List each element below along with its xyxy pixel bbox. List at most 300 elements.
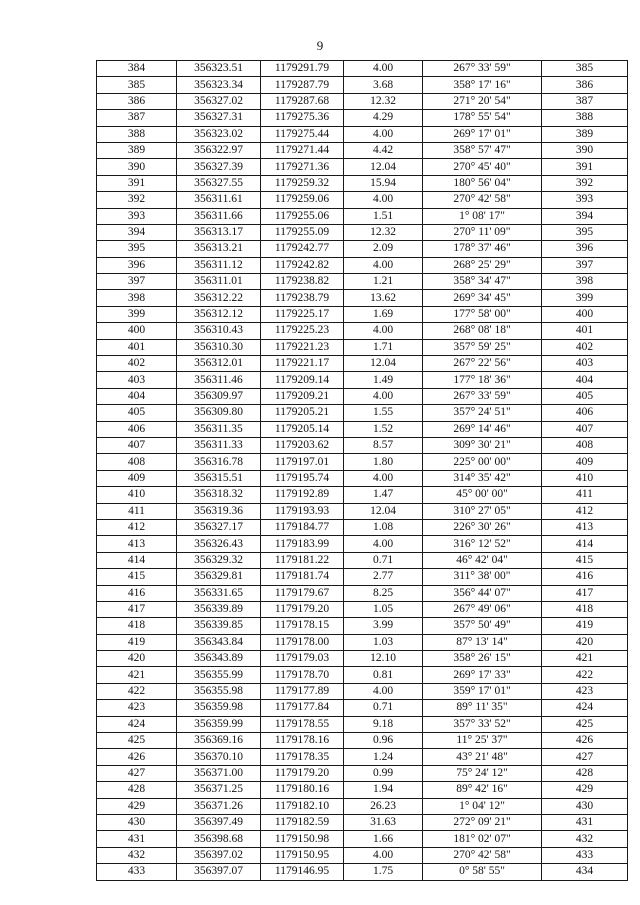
table-cell-next-point: 418: [542, 601, 628, 617]
table-cell-x: 356359.99: [177, 716, 261, 732]
table-cell-bearing: 1° 04' 12": [423, 798, 542, 814]
table-cell-next-point: 389: [542, 126, 628, 142]
table-row: [97, 667, 628, 683]
table-cell-next-point: 424: [542, 700, 628, 716]
table-cell-point: 414: [97, 552, 177, 568]
table-cell-x: 356323.02: [177, 126, 261, 142]
table-cell-x: 356355.99: [177, 667, 261, 683]
table-cell-x: 356371.00: [177, 765, 261, 781]
table-cell-distance: 12.04: [344, 159, 423, 175]
table-cell-point: 411: [97, 503, 177, 519]
table-cell-x: 356370.10: [177, 749, 261, 765]
table-cell-distance: 4.00: [344, 470, 423, 486]
table-row: [97, 77, 628, 93]
table-row: [97, 454, 628, 470]
table-cell-point: 415: [97, 569, 177, 585]
table-cell-next-point: 407: [542, 421, 628, 437]
table-cell-next-point: 432: [542, 831, 628, 847]
table-cell-point: 407: [97, 437, 177, 453]
table-row: [97, 798, 628, 814]
table-cell-point: 399: [97, 306, 177, 322]
table-cell-point: 420: [97, 651, 177, 667]
table-cell-bearing: 358° 57' 47": [423, 142, 542, 158]
table-cell-next-point: 397: [542, 257, 628, 273]
page-number: 9: [316, 38, 324, 53]
table-cell-y: 1179178.00: [261, 634, 344, 650]
table-cell-y: 1179179.20: [261, 601, 344, 617]
table-cell-distance: 4.00: [344, 683, 423, 699]
table-cell-bearing: 270° 42' 58": [423, 192, 542, 208]
table-cell-x: 356329.81: [177, 569, 261, 585]
table-row: [97, 733, 628, 749]
table-cell-distance: 1.47: [344, 487, 423, 503]
table-cell-distance: 12.32: [344, 224, 423, 240]
table-cell-distance: 12.04: [344, 356, 423, 372]
table-cell-point: 400: [97, 323, 177, 339]
table-cell-bearing: 267° 33' 59": [423, 61, 542, 77]
table-row: [97, 93, 628, 109]
table-cell-distance: 26.23: [344, 798, 423, 814]
table-row: [97, 814, 628, 830]
table-cell-next-point: 399: [542, 290, 628, 306]
table-cell-point: 394: [97, 224, 177, 240]
table-cell-point: 386: [97, 93, 177, 109]
table-cell-point: 433: [97, 864, 177, 880]
table-cell-next-point: 401: [542, 323, 628, 339]
table-cell-point: 388: [97, 126, 177, 142]
table-cell-distance: 12.10: [344, 651, 423, 667]
table-cell-y: 1179275.36: [261, 110, 344, 126]
table-cell-distance: 15.94: [344, 175, 423, 191]
table-cell-x: 356339.85: [177, 618, 261, 634]
table-cell-point: 418: [97, 618, 177, 634]
table-cell-y: 1179205.21: [261, 405, 344, 421]
table-cell-next-point: 385: [542, 61, 628, 77]
table-cell-y: 1179209.21: [261, 388, 344, 404]
table-cell-x: 356371.26: [177, 798, 261, 814]
table-cell-bearing: 89° 11' 35": [423, 700, 542, 716]
table-cell-next-point: 392: [542, 175, 628, 191]
table-row: [97, 618, 628, 634]
table-cell-x: 356310.43: [177, 323, 261, 339]
table-cell-y: 1179195.74: [261, 470, 344, 486]
table-cell-bearing: 226° 30' 26": [423, 519, 542, 535]
table-cell-y: 1179146.95: [261, 864, 344, 880]
table-cell-bearing: 309° 30' 21": [423, 437, 542, 453]
table-cell-distance: 0.71: [344, 700, 423, 716]
table-cell-x: 356309.97: [177, 388, 261, 404]
table-cell-x: 356397.02: [177, 847, 261, 863]
table-row: [97, 372, 628, 388]
table-row: [97, 487, 628, 503]
table-cell-point: 406: [97, 421, 177, 437]
table-cell-x: 356339.89: [177, 601, 261, 617]
table-row: [97, 569, 628, 585]
table-cell-x: 356312.01: [177, 356, 261, 372]
table-row: [97, 864, 628, 880]
table-cell-distance: 2.77: [344, 569, 423, 585]
table-cell-x: 356313.21: [177, 241, 261, 257]
table-cell-y: 1179225.23: [261, 323, 344, 339]
table-cell-bearing: 358° 26' 15": [423, 651, 542, 667]
table-cell-y: 1179225.17: [261, 306, 344, 322]
table-row: [97, 503, 628, 519]
table-cell-distance: 1.75: [344, 864, 423, 880]
table-cell-y: 1179179.20: [261, 765, 344, 781]
table-cell-distance: 0.81: [344, 667, 423, 683]
table-cell-bearing: 269° 34' 45": [423, 290, 542, 306]
table-cell-x: 356327.55: [177, 175, 261, 191]
table-cell-next-point: 411: [542, 487, 628, 503]
table-cell-bearing: 271° 20' 54": [423, 93, 542, 109]
table-cell-bearing: 270° 42' 58": [423, 847, 542, 863]
table-cell-distance: 3.68: [344, 77, 423, 93]
table-cell-x: 356309.80: [177, 405, 261, 421]
table-cell-distance: 1.49: [344, 372, 423, 388]
table-row: [97, 323, 628, 339]
table-cell-bearing: 177° 18' 36": [423, 372, 542, 388]
table-cell-x: 356311.46: [177, 372, 261, 388]
table-cell-bearing: 11° 25' 37": [423, 733, 542, 749]
table-cell-x: 356318.32: [177, 487, 261, 503]
table-cell-x: 356371.25: [177, 782, 261, 798]
table-cell-y: 1179238.79: [261, 290, 344, 306]
table-cell-point: 427: [97, 765, 177, 781]
table-cell-bearing: 181° 02' 07": [423, 831, 542, 847]
table-cell-y: 1179181.22: [261, 552, 344, 568]
table-cell-x: 356311.01: [177, 274, 261, 290]
table-cell-next-point: 395: [542, 224, 628, 240]
table-cell-bearing: 270° 45' 40": [423, 159, 542, 175]
table-row: [97, 274, 628, 290]
table-cell-point: 425: [97, 733, 177, 749]
table-cell-distance: 8.57: [344, 437, 423, 453]
table-cell-x: 356327.17: [177, 519, 261, 535]
table-row: [97, 700, 628, 716]
table-cell-x: 356369.16: [177, 733, 261, 749]
table-row: [97, 405, 628, 421]
table-cell-x: 356323.51: [177, 61, 261, 77]
table-cell-distance: 13.62: [344, 290, 423, 306]
table-row: [97, 175, 628, 191]
table-cell-bearing: 358° 17' 16": [423, 77, 542, 93]
table-cell-y: 1179178.16: [261, 733, 344, 749]
table-row: [97, 552, 628, 568]
table-cell-bearing: 314° 35' 42": [423, 470, 542, 486]
table-cell-x: 356312.22: [177, 290, 261, 306]
table-cell-next-point: 428: [542, 765, 628, 781]
table-row: [97, 831, 628, 847]
table-cell-distance: 4.00: [344, 257, 423, 273]
table-cell-bearing: 0° 58' 55": [423, 864, 542, 880]
table-cell-next-point: 415: [542, 552, 628, 568]
table-cell-next-point: 410: [542, 470, 628, 486]
table-row: [97, 749, 628, 765]
table-cell-x: 356313.17: [177, 224, 261, 240]
table-cell-y: 1179179.03: [261, 651, 344, 667]
table-cell-x: 356311.61: [177, 192, 261, 208]
table-cell-point: 393: [97, 208, 177, 224]
table-cell-distance: 4.00: [344, 388, 423, 404]
table-cell-distance: 4.29: [344, 110, 423, 126]
table-row: [97, 601, 628, 617]
table-cell-y: 1179287.68: [261, 93, 344, 109]
table-cell-bearing: 89° 42' 16": [423, 782, 542, 798]
table-cell-bearing: 268° 25' 29": [423, 257, 542, 273]
table-cell-point: 417: [97, 601, 177, 617]
table-cell-x: 356319.36: [177, 503, 261, 519]
table-cell-y: 1179181.74: [261, 569, 344, 585]
table-cell-distance: 1.05: [344, 601, 423, 617]
table-cell-point: 424: [97, 716, 177, 732]
table-cell-x: 356311.35: [177, 421, 261, 437]
table-cell-y: 1179178.70: [261, 667, 344, 683]
table-cell-point: 430: [97, 814, 177, 830]
table-row: [97, 536, 628, 552]
table-row: [97, 126, 628, 142]
table-cell-x: 356343.84: [177, 634, 261, 650]
table-cell-y: 1179287.79: [261, 77, 344, 93]
table-cell-distance: 1.80: [344, 454, 423, 470]
table-cell-point: 422: [97, 683, 177, 699]
table-cell-point: 428: [97, 782, 177, 798]
table-cell-y: 1179178.15: [261, 618, 344, 634]
table-cell-point: 423: [97, 700, 177, 716]
table-row: [97, 765, 628, 781]
table-cell-y: 1179291.79: [261, 61, 344, 77]
table-cell-bearing: 267° 33' 59": [423, 388, 542, 404]
table-cell-point: 392: [97, 192, 177, 208]
table-cell-distance: 31.63: [344, 814, 423, 830]
table-cell-y: 1179177.89: [261, 683, 344, 699]
table-cell-distance: 4.00: [344, 126, 423, 142]
table-cell-y: 1179180.16: [261, 782, 344, 798]
table-cell-point: 398: [97, 290, 177, 306]
table-cell-y: 1179150.98: [261, 831, 344, 847]
table-cell-y: 1179177.84: [261, 700, 344, 716]
table-cell-y: 1179150.95: [261, 847, 344, 863]
table-cell-bearing: 310° 27' 05": [423, 503, 542, 519]
table-cell-next-point: 413: [542, 519, 628, 535]
table-cell-bearing: 180° 56' 04": [423, 175, 542, 191]
table-cell-point: 404: [97, 388, 177, 404]
table-cell-bearing: 267° 22' 56": [423, 356, 542, 372]
table-row: [97, 585, 628, 601]
table-cell-next-point: 425: [542, 716, 628, 732]
table-row: [97, 651, 628, 667]
table-cell-next-point: 388: [542, 110, 628, 126]
table-cell-y: 1179209.14: [261, 372, 344, 388]
table-cell-distance: 0.99: [344, 765, 423, 781]
table-row: [97, 208, 628, 224]
table-cell-point: 429: [97, 798, 177, 814]
table-cell-y: 1179193.93: [261, 503, 344, 519]
table-cell-next-point: 420: [542, 634, 628, 650]
table-row: [97, 192, 628, 208]
table-cell-bearing: 357° 33' 52": [423, 716, 542, 732]
table-cell-bearing: 178° 55' 54": [423, 110, 542, 126]
table-cell-point: 384: [97, 61, 177, 77]
coordinates-table-body: [97, 61, 628, 881]
table-cell-next-point: 398: [542, 274, 628, 290]
table-cell-point: 385: [97, 77, 177, 93]
table-cell-distance: 1.71: [344, 339, 423, 355]
table-row: [97, 782, 628, 798]
table-cell-bearing: 267° 49' 06": [423, 601, 542, 617]
table-cell-bearing: 269° 14' 46": [423, 421, 542, 437]
table-cell-point: 432: [97, 847, 177, 863]
table-cell-distance: 1.24: [344, 749, 423, 765]
table-row: [97, 634, 628, 650]
table-cell-distance: 4.42: [344, 142, 423, 158]
table-cell-x: 356326.43: [177, 536, 261, 552]
table-cell-bearing: 87° 13' 14": [423, 634, 542, 650]
table-cell-distance: 12.04: [344, 503, 423, 519]
table-cell-next-point: 426: [542, 733, 628, 749]
table-cell-point: 389: [97, 142, 177, 158]
table-cell-next-point: 430: [542, 798, 628, 814]
table-cell-distance: 4.00: [344, 323, 423, 339]
table-cell-next-point: 412: [542, 503, 628, 519]
table-cell-point: 391: [97, 175, 177, 191]
table-cell-point: 403: [97, 372, 177, 388]
table-cell-bearing: 75° 24' 12": [423, 765, 542, 781]
table-cell-y: 1179183.99: [261, 536, 344, 552]
table-cell-bearing: 359° 17' 01": [423, 683, 542, 699]
table-cell-point: 402: [97, 356, 177, 372]
table-cell-x: 356343.89: [177, 651, 261, 667]
table-row: [97, 61, 628, 77]
table-cell-distance: 1.94: [344, 782, 423, 798]
table-cell-bearing: 269° 17' 01": [423, 126, 542, 142]
table-row: [97, 716, 628, 732]
table-cell-x: 356327.02: [177, 93, 261, 109]
table-cell-point: 390: [97, 159, 177, 175]
table-cell-point: 397: [97, 274, 177, 290]
table-row: [97, 142, 628, 158]
table-cell-x: 356323.34: [177, 77, 261, 93]
table-cell-next-point: 434: [542, 864, 628, 880]
table-row: [97, 159, 628, 175]
table-cell-y: 1179192.89: [261, 487, 344, 503]
table-cell-point: 426: [97, 749, 177, 765]
table-cell-point: 396: [97, 257, 177, 273]
table-cell-next-point: 396: [542, 241, 628, 257]
table-cell-x: 356315.51: [177, 470, 261, 486]
table-cell-distance: 4.00: [344, 847, 423, 863]
table-cell-x: 356398.68: [177, 831, 261, 847]
table-cell-bearing: 45° 00' 00": [423, 487, 542, 503]
table-cell-next-point: 403: [542, 356, 628, 372]
table-cell-x: 356331.65: [177, 585, 261, 601]
table-cell-x: 356397.49: [177, 814, 261, 830]
table-cell-bearing: 46° 42' 04": [423, 552, 542, 568]
table-cell-x: 356311.33: [177, 437, 261, 453]
table-cell-next-point: 427: [542, 749, 628, 765]
table-row: [97, 683, 628, 699]
table-cell-x: 356312.12: [177, 306, 261, 322]
table-cell-next-point: 393: [542, 192, 628, 208]
table-cell-bearing: 311° 38' 00": [423, 569, 542, 585]
table-cell-y: 1179178.55: [261, 716, 344, 732]
table-cell-y: 1179242.82: [261, 257, 344, 273]
table-cell-point: 421: [97, 667, 177, 683]
table-cell-next-point: 386: [542, 77, 628, 93]
table-cell-next-point: 416: [542, 569, 628, 585]
table-cell-y: 1179205.14: [261, 421, 344, 437]
table-cell-x: 356322.97: [177, 142, 261, 158]
table-cell-bearing: 316° 12' 52": [423, 536, 542, 552]
table-cell-point: 412: [97, 519, 177, 535]
table-cell-x: 356359.98: [177, 700, 261, 716]
table-cell-distance: 1.55: [344, 405, 423, 421]
table-cell-bearing: 356° 44' 07": [423, 585, 542, 601]
table-cell-y: 1179259.06: [261, 192, 344, 208]
table-cell-next-point: 423: [542, 683, 628, 699]
table-cell-x: 356316.78: [177, 454, 261, 470]
table-cell-point: 416: [97, 585, 177, 601]
table-cell-point: 410: [97, 487, 177, 503]
table-row: [97, 257, 628, 273]
table-cell-next-point: 406: [542, 405, 628, 421]
table-cell-next-point: 402: [542, 339, 628, 355]
table-cell-next-point: 433: [542, 847, 628, 863]
table-cell-distance: 4.00: [344, 192, 423, 208]
table-row: [97, 339, 628, 355]
table-cell-next-point: 400: [542, 306, 628, 322]
table-cell-y: 1179203.62: [261, 437, 344, 453]
table-cell-y: 1179221.17: [261, 356, 344, 372]
table-cell-next-point: 405: [542, 388, 628, 404]
table-cell-distance: 0.96: [344, 733, 423, 749]
table-cell-bearing: 43° 21' 48": [423, 749, 542, 765]
table-row: [97, 241, 628, 257]
table-row: [97, 470, 628, 486]
table-row: [97, 847, 628, 863]
table-cell-y: 1179182.10: [261, 798, 344, 814]
table-cell-y: 1179178.35: [261, 749, 344, 765]
table-cell-x: 356311.12: [177, 257, 261, 273]
table-cell-y: 1179242.77: [261, 241, 344, 257]
table-row: [97, 519, 628, 535]
table-cell-point: 409: [97, 470, 177, 486]
table-cell-y: 1179275.44: [261, 126, 344, 142]
table-cell-y: 1179259.32: [261, 175, 344, 191]
table-cell-distance: 1.66: [344, 831, 423, 847]
table-cell-point: 401: [97, 339, 177, 355]
table-cell-y: 1179221.23: [261, 339, 344, 355]
table-cell-next-point: 390: [542, 142, 628, 158]
table-row: [97, 437, 628, 453]
table-cell-distance: 1.51: [344, 208, 423, 224]
table-cell-distance: 1.52: [344, 421, 423, 437]
table-cell-bearing: 177° 58' 00": [423, 306, 542, 322]
table-row: [97, 290, 628, 306]
table-cell-bearing: 357° 24' 51": [423, 405, 542, 421]
table-cell-bearing: 357° 50' 49": [423, 618, 542, 634]
table-cell-distance: 12.32: [344, 93, 423, 109]
table-cell-y: 1179197.01: [261, 454, 344, 470]
table-cell-x: 356329.32: [177, 552, 261, 568]
table-cell-distance: 9.18: [344, 716, 423, 732]
table-cell-bearing: 358° 34' 47": [423, 274, 542, 290]
table-row: [97, 224, 628, 240]
table-cell-y: 1179255.09: [261, 224, 344, 240]
table-cell-next-point: 417: [542, 585, 628, 601]
table-cell-distance: 1.21: [344, 274, 423, 290]
table-cell-distance: 1.03: [344, 634, 423, 650]
table-cell-distance: 3.99: [344, 618, 423, 634]
